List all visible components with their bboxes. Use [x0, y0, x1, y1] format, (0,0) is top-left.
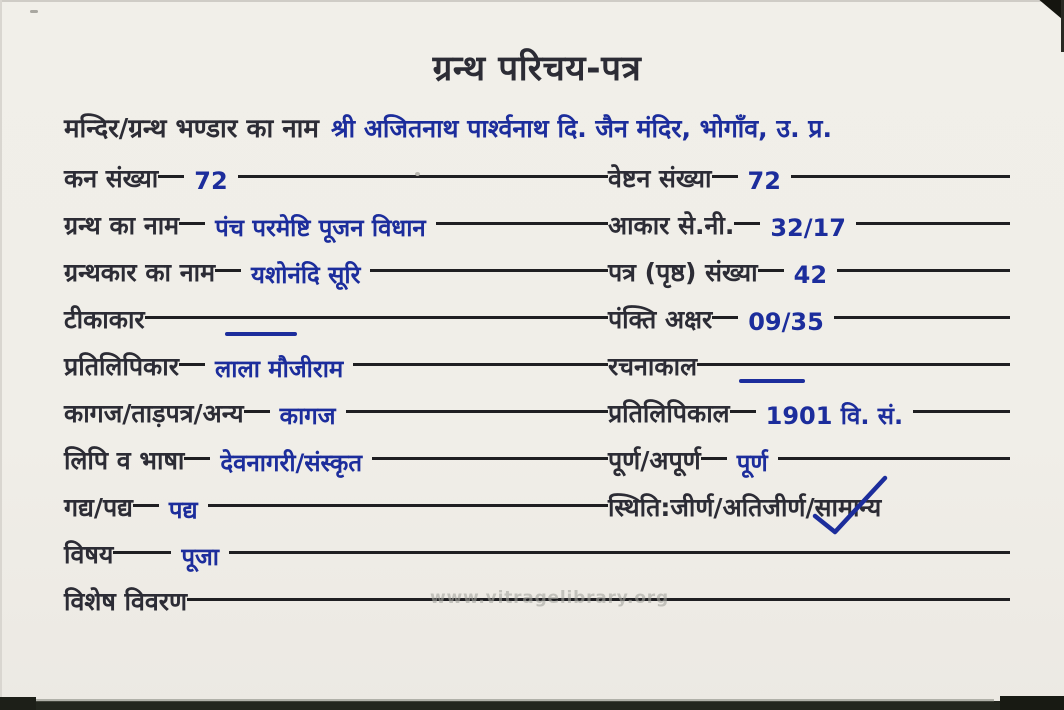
condition-checked-option: सामान्य	[815, 492, 882, 525]
completeness-value: पूर्ण	[736, 448, 768, 477]
field-author-name: ग्रन्थकार का नाम यशोनंदि सूरि	[64, 257, 608, 290]
form-row	[64, 210, 1010, 257]
page-count-value: 42	[793, 260, 828, 289]
field-paper-type: कागज/ताड़पत्र/अन्य कागज	[64, 398, 608, 431]
form-row	[64, 492, 1010, 539]
field-copy-date: प्रतिलिपिकाल 1901 वि. सं.	[608, 398, 1010, 431]
copyist-value: लाला मौजीराम	[214, 354, 344, 383]
paper-type-value: कागज	[279, 401, 336, 430]
bundle-number-value: 72	[747, 166, 781, 195]
field-commentator: टीकाकार	[64, 304, 608, 337]
form-row	[64, 539, 1010, 586]
scan-edge-top	[0, 0, 1064, 2]
field-copyist: प्रतिलिपिकार लाला मौजीराम	[64, 351, 608, 384]
field-composition-date: रचनाकाल	[608, 351, 1010, 384]
scan-speck	[415, 172, 420, 176]
field-condition: स्थिति:जीर्ण/अतिजीर्ण/ सामान्य	[608, 492, 1010, 525]
subject-value: पूजा	[181, 542, 219, 571]
field-bundle-number: वेष्टन संख्या 72	[608, 163, 1010, 196]
field-serial-number: कन संख्या 72	[64, 163, 608, 196]
form-row	[64, 257, 1010, 304]
prose-verse-value: पद्य	[168, 495, 198, 524]
field-special-details: विशेष विवरण	[64, 586, 1010, 619]
lines-chars-value: 09/35	[748, 307, 824, 336]
author-name-value: यशोनंदि सूरि	[251, 260, 361, 289]
form-row	[64, 398, 1010, 445]
pen-dash-mark	[739, 379, 805, 383]
field-size-cm: आकार से.नी. 32/17	[608, 210, 1010, 243]
pen-dash-mark	[225, 332, 297, 336]
form-row	[64, 304, 1010, 351]
serial-number-value: 72	[194, 166, 228, 195]
scan-corner-top-right	[1034, 0, 1064, 26]
scan-edge-bottom-shadow	[34, 699, 994, 702]
field-prose-verse: गद्य/पद्य पद्य	[64, 492, 608, 525]
field-page-count: पत्र (पृष्ठ) संख्या 42	[608, 257, 1010, 290]
scan-corner-bottom-left	[0, 697, 36, 710]
form-row	[64, 163, 1010, 210]
field-subject: विषय पूजा	[64, 539, 1010, 572]
temple-name-label: मन्दिर/ग्रन्थ भण्डार का नाम	[64, 114, 319, 144]
field-granth-name: ग्रन्थ का नाम पंच परमेष्टि पूजन विधान	[64, 210, 608, 243]
granth-name-value: पंच परमेष्टि पूजन विधान	[215, 213, 426, 242]
form-row	[64, 445, 1010, 492]
page-title: ग्रन्थ परिचय-पत्र	[432, 49, 642, 89]
temple-name-value: श्री अजितनाथ पार्श्वनाथ दि. जैन मंदिर, भोगाँव, उ. प्र.	[330, 114, 832, 143]
scan-edge-bottom	[12, 701, 1064, 710]
library-watermark: www.vitragelibrary.org	[430, 588, 669, 608]
copy-date-value: 1901 वि. सं.	[765, 401, 904, 430]
size-cm-value: 32/17	[770, 213, 846, 242]
field-script-language: लिपि व भाषा देवनागरी/संस्कृत	[64, 445, 608, 478]
field-temple-name	[64, 111, 1010, 147]
scan-corner-bottom-right	[1000, 696, 1064, 710]
form-row	[64, 351, 1010, 398]
script-language-value: देवनागरी/संस्कृत	[220, 448, 362, 477]
scan-speck	[30, 10, 38, 13]
field-completeness: पूर्ण/अपूर्ण पूर्ण	[608, 445, 1010, 478]
catalog-form	[64, 163, 1010, 633]
scan-edge-left	[0, 0, 2, 710]
field-lines-chars: पंक्ति अक्षर 09/35	[608, 304, 1010, 337]
